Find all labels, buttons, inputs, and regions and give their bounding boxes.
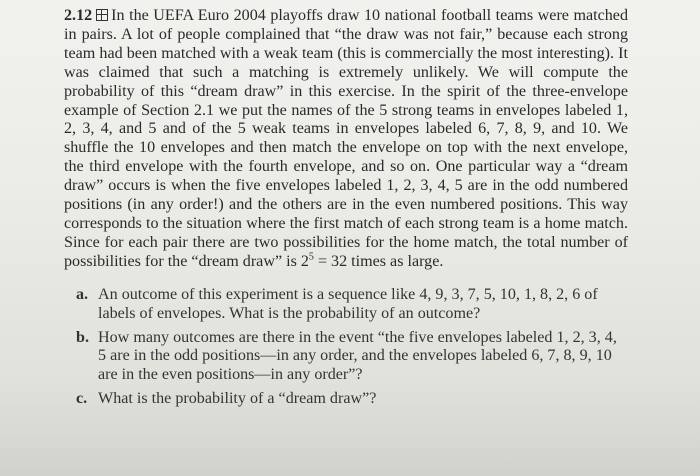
problem-statement xyxy=(64,7,628,272)
part-b-text: How many outcomes are there in the event “the five envelopes labeled 1, 2, 3, 4, 5 are in the odd positions—in any order, and the envelopes labeled 6, 7, 8, 9, 10 are in the even positions—in any order”? xyxy=(98,328,617,384)
problem-text: In the UEFA Euro 2004 playoffs draw 10 national football teams were matched in pairs. A lot of people complained that “the draw was not fair,” because each strong team had been matched with a weak team (this is commercially the most interesting). It was claimed that such a matching is extremely unlikely. We will compute the probability of this “dream draw” in this exercise. In the spirit of the three-envelope example of Section 2.1 we put the names of the 5 strong teams in envelopes labeled 1, 2, 3, 4, and 5 and of the 5 weak teams in envelopes labeled 6, 7, 8, 9, and 10. We shuffle the 10 envelopes and then match the envelope on top with the next envelope, the third envelope with the fourth envelope, and so on. One particular way a “dream draw” occurs is when the five envelopes labeled 1, 2, 3, 4, 5 are in the odd numbered positions (in any order!) and the others are in the even numbered positions. This way corresponds to the situation where the first match of each strong team is a home match. Since for each pair there are two possibilities for the home match, the total number of possibilities for the “dream draw” is 2 xyxy=(64,7,628,270)
part-c-label: c. xyxy=(76,390,88,408)
part-c-text: What is the probability of a “dream draw”? xyxy=(98,390,377,408)
part-b-label: b. xyxy=(76,328,89,346)
part-a-label: a. xyxy=(76,285,89,303)
part-a-text: An outcome of this experiment is a sequence like 4, 9, 3, 7, 5, 10, 1, 8, 2, 6 of labels of envelopes. What is the probability of an outcome? xyxy=(98,285,598,322)
part-a xyxy=(76,286,628,324)
part-c xyxy=(76,390,628,409)
exponent: 5 xyxy=(308,251,314,263)
grid-icon xyxy=(96,9,108,21)
exercise-parts xyxy=(76,286,628,409)
part-b xyxy=(76,329,628,386)
problem-text-end: = 32 times as large. xyxy=(313,252,444,270)
problem-number: 2.12 xyxy=(64,7,93,24)
